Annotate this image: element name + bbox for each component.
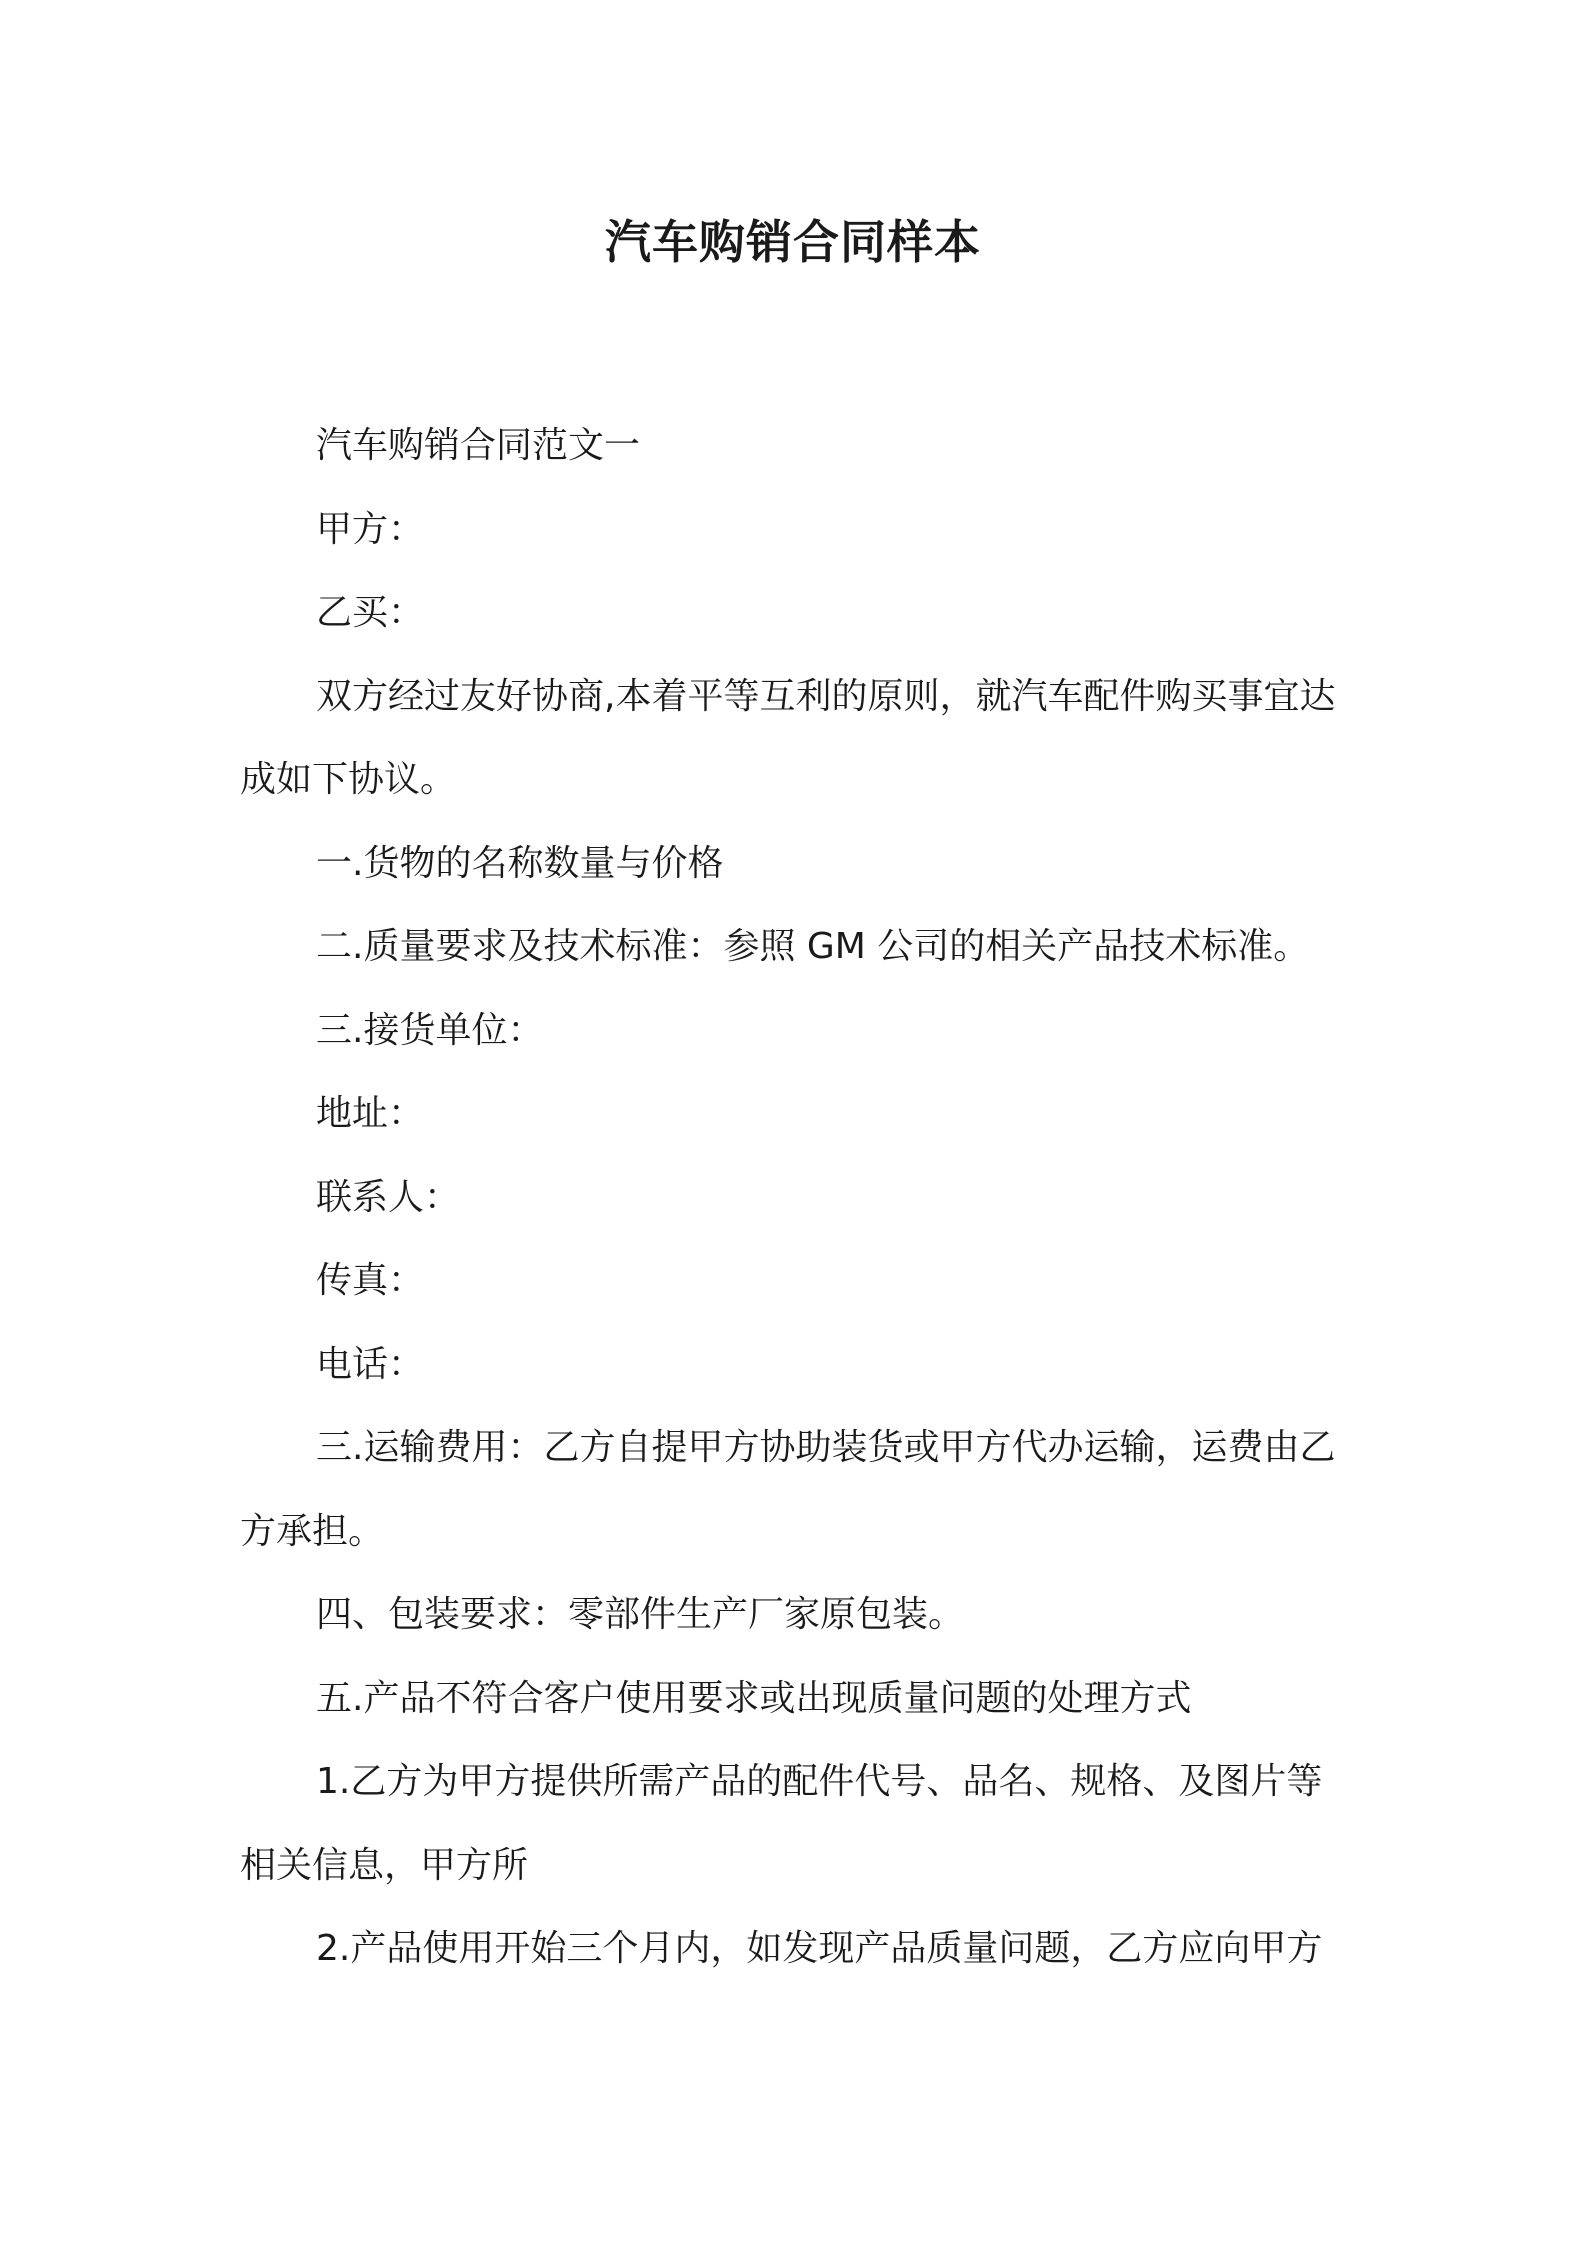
paragraph-agreement-intro: 双方经过友好协商,本着平等互利的原则，就汽车配件购买事宜达成如下协议。 bbox=[240, 675, 1336, 800]
paragraph-clause-quality-issues: 五.产品不符合客户使用要求或出现质量问题的处理方式 bbox=[316, 1677, 1192, 1719]
document-body bbox=[240, 404, 1350, 1991]
paragraph-item-2: 2.产品使用开始三个月内，如发现产品质量问题，乙方应向甲方 bbox=[316, 1928, 1323, 1969]
paragraph-address: 地址： bbox=[316, 1093, 425, 1134]
document-title: 汽车购销合同样本 bbox=[605, 215, 981, 269]
paragraph-fax: 传真： bbox=[316, 1260, 425, 1301]
paragraph-sample-heading: 汽车购销合同范文一 bbox=[316, 425, 641, 466]
paragraph-clause-packaging: 四、包装要求：零部件生产厂家原包装。 bbox=[316, 1594, 965, 1635]
paragraph-phone: 电话： bbox=[316, 1343, 425, 1385]
paragraph-party-a: 甲方： bbox=[316, 508, 425, 550]
paragraph-clause-quality: 二.质量要求及技术标准：参照 GM 公司的相关产品技术标准。 bbox=[316, 926, 1310, 967]
paragraph-clause-goods: 一.货物的名称数量与价格 bbox=[316, 842, 724, 884]
paragraph-clause-receiver: 三.接货单位： bbox=[316, 1009, 544, 1051]
paragraph-contact: 联系人： bbox=[316, 1176, 461, 1218]
paragraph-party-b: 乙买： bbox=[316, 592, 425, 633]
paragraph-clause-transport: 三.运输费用：乙方自提甲方协助装货或甲方代办运输，运费由乙方承担。 bbox=[240, 1427, 1336, 1552]
paragraph-item-1: 1.乙方为甲方提供所需产品的配件代号、品名、规格、及图片等相关信息，甲方所 bbox=[240, 1761, 1323, 1886]
